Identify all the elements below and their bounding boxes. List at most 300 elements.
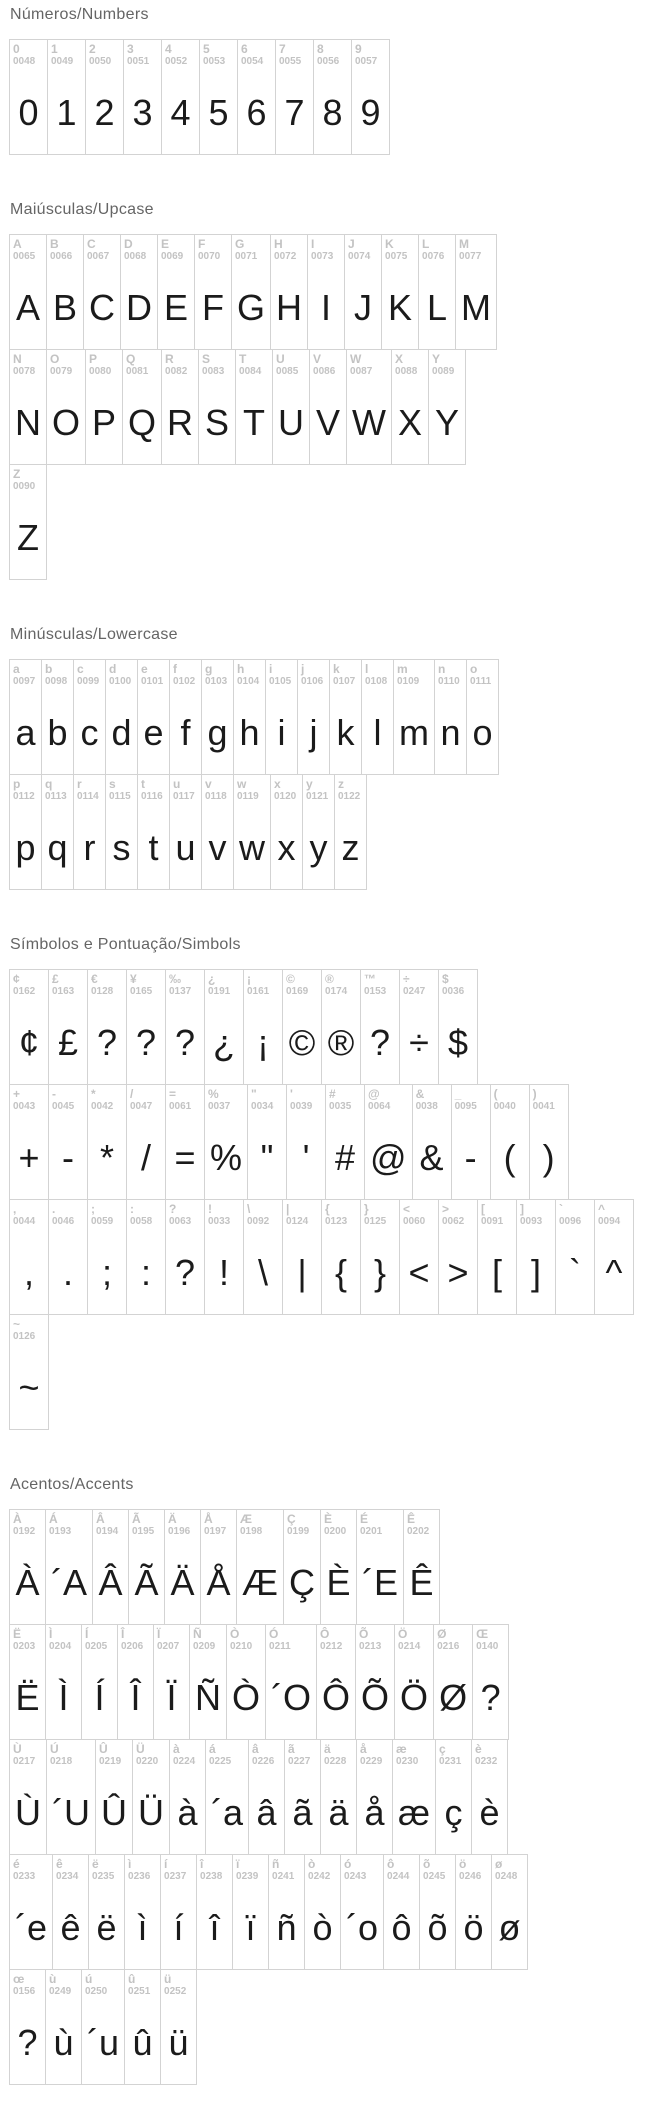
glyph-cell: [48, 1199, 88, 1315]
cell-character-label: c: [77, 662, 84, 676]
glyph-cell: [9, 1854, 53, 1970]
glyph-row: [9, 1509, 661, 1625]
glyph-preview: M: [461, 286, 492, 328]
cell-character-label: ì: [128, 1857, 132, 1871]
glyph-cell: [272, 349, 310, 465]
glyph-row: [9, 774, 661, 890]
cell-unicode-code: 0033: [208, 1216, 231, 1227]
glyph-preview: ]: [530, 1251, 541, 1293]
glyph-preview: j: [309, 711, 318, 753]
glyph-cell: [164, 1509, 201, 1625]
cell-character-label: v: [205, 777, 212, 791]
glyph-preview: n: [440, 711, 461, 753]
glyph-cell: [204, 969, 244, 1085]
glyph-cell: [232, 1854, 269, 1970]
cell-character-label: ô: [387, 1857, 395, 1871]
glyph-preview: #: [335, 1136, 356, 1178]
cell-character-label: b: [45, 662, 53, 676]
glyph-cell: [41, 774, 74, 890]
cell-unicode-code: 0156: [13, 1986, 36, 1997]
cell-unicode-code: 0209: [193, 1641, 216, 1652]
glyph-cell: [360, 1199, 400, 1315]
glyph-cell: [45, 1624, 82, 1740]
cell-unicode-code: 0111: [470, 676, 492, 687]
cell-unicode-code: 0217: [13, 1756, 36, 1767]
cell-unicode-code: 0119: [237, 791, 259, 802]
glyph-preview: ë: [96, 1906, 117, 1948]
cell-unicode-code: 0052: [165, 56, 188, 67]
glyph-preview: ~: [18, 1366, 40, 1408]
glyph-cell: [201, 774, 234, 890]
cell-character-label: Ö: [398, 1627, 408, 1641]
glyph-preview: T: [243, 401, 266, 443]
cell-character-label: Y: [432, 352, 441, 366]
cell-character-label: Ã: [132, 1512, 141, 1526]
cell-character-label: ÷: [403, 972, 410, 986]
glyph-preview: =: [174, 1136, 196, 1178]
glyph-cell: [9, 464, 47, 580]
cell-unicode-code: 0049: [51, 56, 74, 67]
cell-character-label: œ: [13, 1972, 25, 1986]
cell-unicode-code: 0205: [85, 1641, 108, 1652]
glyph-cell: [200, 1509, 237, 1625]
glyph-cell: [169, 659, 202, 775]
glyph-preview: 7: [284, 91, 305, 133]
glyph-preview: ": [260, 1136, 274, 1178]
glyph-cell: [594, 1199, 634, 1315]
cell-character-label: #: [329, 1087, 336, 1101]
glyph-cell: [237, 39, 276, 155]
cell-character-label: O: [50, 352, 60, 366]
cell-unicode-code: 0042: [91, 1101, 114, 1112]
glyph-preview: m: [399, 711, 429, 753]
cell-character-label: T: [239, 352, 247, 366]
glyph-preview: Ã: [134, 1561, 159, 1603]
glyph-preview: l: [373, 711, 382, 753]
cell-unicode-code: 0093: [520, 1216, 543, 1227]
glyph-preview: Ñ: [195, 1676, 221, 1718]
glyph-cell: [169, 774, 202, 890]
glyph-preview: ´A: [51, 1561, 87, 1603]
glyph-row: [9, 1199, 661, 1315]
glyph-cell: [412, 1084, 452, 1200]
glyph-row: [9, 659, 661, 775]
cell-character-label: ;: [91, 1202, 95, 1216]
cell-unicode-code: 0069: [161, 251, 184, 262]
cell-character-label: ': [290, 1087, 293, 1101]
cell-unicode-code: 0218: [50, 1756, 73, 1767]
cell-character-label: ¢: [13, 972, 20, 986]
cell-unicode-code: 0043: [13, 1101, 36, 1112]
glyph-preview: H: [276, 286, 303, 328]
glyph-cell: [45, 1969, 82, 2085]
cell-character-label: e: [141, 662, 148, 676]
glyph-cell: [205, 1739, 249, 1855]
glyph-preview: I: [321, 286, 332, 328]
section-title: Minúsculas/Lowercase: [10, 626, 178, 643]
cell-character-label: ®: [325, 972, 334, 986]
glyph-cell: [9, 774, 42, 890]
cell-unicode-code: 0040: [493, 1101, 516, 1112]
cell-unicode-code: 0242: [308, 1871, 331, 1882]
cell-unicode-code: 0117: [173, 791, 195, 802]
cell-unicode-code: 0034: [251, 1101, 274, 1112]
cell-unicode-code: 0212: [320, 1641, 343, 1652]
cell-character-label: h: [237, 662, 245, 676]
glyph-preview: <: [408, 1251, 430, 1293]
cell-unicode-code: 0098: [45, 676, 68, 687]
glyph-cell: [233, 659, 266, 775]
glyph-cell: [307, 234, 345, 350]
glyph-cell: [243, 969, 283, 1085]
cell-character-label: æ: [396, 1742, 407, 1756]
glyph-preview: 1: [56, 91, 77, 133]
cell-unicode-code: 0091: [481, 1216, 504, 1227]
cell-unicode-code: 0191: [208, 986, 231, 997]
cell-character-label: å: [360, 1742, 367, 1756]
cell-character-label: Ù: [13, 1742, 22, 1756]
cell-character-label: w: [237, 777, 247, 791]
glyph-cell: [516, 1199, 556, 1315]
cell-character-label: n: [438, 662, 446, 676]
cell-character-label: j: [301, 662, 305, 676]
cell-character-label: Ì: [49, 1627, 53, 1641]
glyph-row: [9, 1854, 661, 1970]
cell-character-label: a: [13, 662, 20, 676]
cell-character-label: l: [365, 662, 369, 676]
cell-unicode-code: 0078: [13, 366, 36, 377]
cell-unicode-code: 0213: [359, 1641, 382, 1652]
glyph-row: [9, 1739, 661, 1855]
glyph-cell: [268, 1854, 305, 1970]
glyph-preview: ;: [101, 1251, 112, 1293]
cell-character-label: ü: [164, 1972, 172, 1986]
glyph-preview: ´a: [211, 1791, 244, 1833]
cell-character-label: q: [45, 777, 53, 791]
glyph-cell: [165, 1084, 205, 1200]
glyph-row: [9, 349, 661, 465]
cell-unicode-code: 0085: [276, 366, 299, 377]
cell-character-label: N: [13, 352, 22, 366]
glyph-preview: Ù: [15, 1791, 41, 1833]
glyph-preview: >: [447, 1251, 469, 1293]
cell-character-label: ): [532, 1087, 537, 1101]
glyph-preview: o: [472, 711, 493, 753]
glyph-cell: [282, 969, 322, 1085]
cell-unicode-code: 0108: [365, 676, 388, 687]
cell-character-label: 8: [317, 42, 324, 56]
glyph-cell: [393, 659, 435, 775]
glyph-preview: N: [15, 401, 41, 443]
cell-unicode-code: 0088: [395, 366, 418, 377]
glyph-cell: [122, 349, 162, 465]
cell-character-label: Ï: [157, 1627, 161, 1641]
glyph-cell: [157, 234, 195, 350]
glyph-row: [9, 1624, 661, 1740]
glyph-preview: k: [336, 711, 355, 753]
glyph-preview: ´O: [271, 1676, 312, 1718]
cell-unicode-code: 0084: [239, 366, 262, 377]
glyph-cell: [381, 234, 419, 350]
cell-character-label: Ü: [136, 1742, 145, 1756]
cell-character-label: <: [403, 1202, 411, 1216]
cell-unicode-code: 0202: [407, 1526, 430, 1537]
cell-unicode-code: 0234: [56, 1871, 79, 1882]
glyph-preview: Ê: [409, 1561, 434, 1603]
glyph-preview: Æ: [242, 1561, 278, 1603]
glyph-rows: [9, 969, 661, 1430]
glyph-cell: [153, 1624, 190, 1740]
glyph-preview: @: [370, 1136, 407, 1178]
cell-unicode-code: 0082: [165, 366, 188, 377]
glyph-cell: [137, 659, 170, 775]
glyph-preview: }: [373, 1251, 387, 1293]
cell-unicode-code: 0055: [279, 56, 302, 67]
glyph-cell: [81, 1969, 125, 2085]
glyph-preview: í: [173, 1906, 184, 1948]
cell-unicode-code: 0073: [311, 251, 334, 262]
cell-unicode-code: 0099: [77, 676, 100, 687]
glyph-preview: e: [143, 711, 164, 753]
cell-unicode-code: 0227: [288, 1756, 311, 1767]
cell-character-label: Í: [85, 1627, 89, 1641]
glyph-cell: [105, 774, 138, 890]
glyph-preview: P: [92, 401, 117, 443]
glyph-preview: w: [239, 826, 265, 868]
glyph-cell: [198, 349, 236, 465]
cell-character-label: è: [475, 1742, 482, 1756]
cell-character-label: ~: [13, 1317, 21, 1331]
glyph-preview: q: [47, 826, 68, 868]
glyph-cell: [418, 234, 456, 350]
cell-character-label: €: [91, 972, 98, 986]
cell-character-label: 5: [203, 42, 210, 56]
cell-character-label: E: [161, 237, 170, 251]
glyph-preview: y: [309, 826, 328, 868]
glyph-preview: s: [112, 826, 131, 868]
cell-unicode-code: 0044: [13, 1216, 36, 1227]
cell-unicode-code: 0169: [286, 986, 309, 997]
cell-character-label: /: [130, 1087, 134, 1101]
cell-unicode-code: 0200: [324, 1526, 347, 1537]
cell-unicode-code: 0090: [13, 481, 36, 492]
cell-unicode-code: 0206: [121, 1641, 144, 1652]
cell-character-label: ‰: [169, 972, 181, 986]
cell-unicode-code: 0047: [130, 1101, 153, 1112]
glyph-cell: [9, 1199, 49, 1315]
glyph-preview: B: [52, 286, 77, 328]
cell-character-label: ¿: [208, 972, 216, 986]
glyph-cell: [9, 659, 42, 775]
glyph-preview: x: [277, 826, 296, 868]
glyph-preview: ü: [168, 2021, 189, 2063]
cell-character-label: 9: [355, 42, 362, 56]
glyph-preview: -: [62, 1136, 74, 1178]
glyph-preview: c: [80, 711, 99, 753]
glyph-cell: [45, 1509, 93, 1625]
glyph-rows: [9, 1509, 661, 2085]
glyph-cell: [270, 774, 303, 890]
cell-character-label: .: [52, 1202, 56, 1216]
glyph-preview: R: [167, 401, 194, 443]
cell-character-label: Z: [13, 467, 21, 481]
cell-unicode-code: 0246: [459, 1871, 482, 1882]
glyph-cell: [455, 234, 497, 350]
cell-unicode-code: 0105: [269, 676, 292, 687]
glyph-preview: ´u: [87, 2021, 120, 2063]
cell-character-label: (: [493, 1087, 498, 1101]
cell-character-label: î: [200, 1857, 204, 1871]
section-numbers: [9, 6, 661, 155]
glyph-cell: [126, 1084, 166, 1200]
cell-unicode-code: 0125: [364, 1216, 387, 1227]
glyph-preview: 4: [170, 91, 191, 133]
cell-character-label: ù: [49, 1972, 57, 1986]
cell-unicode-code: 0094: [598, 1216, 621, 1227]
glyph-preview: à: [177, 1791, 198, 1833]
glyph-cell: [265, 659, 298, 775]
glyph-preview: \: [257, 1251, 268, 1293]
cell-unicode-code: 0249: [49, 1986, 72, 1997]
cell-character-label: p: [13, 777, 21, 791]
glyph-preview: ®: [327, 1021, 355, 1063]
cell-character-label: Ç: [287, 1512, 296, 1526]
glyph-preview: (: [503, 1136, 516, 1178]
cell-unicode-code: 0095: [454, 1101, 477, 1112]
glyph-cell: [283, 1509, 321, 1625]
cell-character-label: ^: [598, 1202, 606, 1216]
cell-unicode-code: 0225: [209, 1756, 232, 1767]
cell-unicode-code: 0104: [237, 676, 260, 687]
glyph-cell: [399, 969, 439, 1085]
glyph-cell: [128, 1509, 165, 1625]
glyph-preview: È: [326, 1561, 351, 1603]
glyph-cell: [9, 1624, 46, 1740]
cell-character-label: G: [235, 237, 245, 251]
cell-unicode-code: 0092: [247, 1216, 270, 1227]
cell-unicode-code: 0037: [208, 1101, 231, 1112]
glyph-cell: [302, 774, 335, 890]
glyph-preview: ô: [391, 1906, 412, 1948]
glyph-preview: Õ: [361, 1676, 390, 1718]
glyph-cell: [161, 349, 199, 465]
glyph-preview: ?: [174, 1021, 196, 1063]
cell-character-label: B: [50, 237, 59, 251]
glyph-preview: ç: [444, 1791, 463, 1833]
cell-character-label: r: [77, 777, 82, 791]
glyph-preview: `: [569, 1251, 581, 1293]
glyph-preview: ñ: [276, 1906, 297, 1948]
cell-unicode-code: 0070: [198, 251, 221, 262]
cell-character-label: ": [251, 1087, 257, 1101]
glyph-cell: [9, 349, 47, 465]
cell-unicode-code: 0236: [128, 1871, 151, 1882]
cell-unicode-code: 0232: [475, 1756, 498, 1767]
cell-unicode-code: 0061: [169, 1101, 192, 1112]
glyph-cell: [351, 39, 390, 155]
glyph-cell: [126, 1199, 166, 1315]
glyph-preview: ä: [328, 1791, 349, 1833]
glyph-cell: [137, 774, 170, 890]
cell-character-label: f: [173, 662, 177, 676]
cell-character-label: ó: [344, 1857, 352, 1871]
glyph-preview: ì: [137, 1906, 148, 1948]
cell-unicode-code: 0231: [439, 1756, 462, 1767]
glyph-cell: [85, 349, 123, 465]
glyph-preview: À: [15, 1561, 40, 1603]
section-title: Números/Numbers: [10, 6, 149, 23]
glyph-preview: ¡: [257, 1021, 269, 1063]
cell-unicode-code: 0100: [109, 676, 132, 687]
glyph-cell: [361, 659, 394, 775]
glyph-preview: Ò: [232, 1676, 261, 1718]
glyph-preview: ´U: [52, 1791, 90, 1833]
cell-unicode-code: 0192: [13, 1526, 36, 1537]
glyph-cell: [344, 234, 382, 350]
glyph-cell: [355, 1624, 395, 1740]
cell-unicode-code: 0036: [442, 986, 465, 997]
glyph-preview: ´e: [15, 1906, 48, 1948]
glyph-cell: [160, 1969, 197, 2085]
cell-character-label: Û: [99, 1742, 108, 1756]
cell-unicode-code: 0038: [415, 1101, 438, 1112]
cell-unicode-code: 0226: [252, 1756, 275, 1767]
cell-character-label: û: [128, 1972, 136, 1986]
glyph-cell: [433, 1624, 473, 1740]
glyph-cell: [41, 659, 74, 775]
glyph-cell: [265, 1624, 317, 1740]
cell-unicode-code: 0247: [403, 986, 426, 997]
glyph-preview: K: [388, 286, 413, 328]
glyph-rows: [9, 659, 661, 890]
cell-unicode-code: 0053: [203, 56, 226, 67]
glyph-preview: ö: [463, 1906, 484, 1948]
glyph-preview: +: [18, 1136, 40, 1178]
glyph-preview: 6: [246, 91, 267, 133]
glyph-cell: [46, 349, 86, 465]
cell-character-label: É: [360, 1512, 369, 1526]
cell-unicode-code: 0174: [325, 986, 348, 997]
glyph-rows: [9, 234, 661, 580]
glyph-preview: A: [15, 286, 40, 328]
cell-character-label: A: [13, 237, 22, 251]
glyph-cell: [297, 659, 330, 775]
glyph-preview: {: [334, 1251, 348, 1293]
cell-character-label: í: [164, 1857, 168, 1871]
cell-character-label: M: [459, 237, 470, 251]
cell-character-label: ä: [324, 1742, 331, 1756]
glyph-cell: [48, 1084, 88, 1200]
cell-character-label: o: [470, 662, 478, 676]
cell-unicode-code: 0058: [130, 1216, 153, 1227]
cell-unicode-code: 0203: [13, 1641, 36, 1652]
glyph-preview: [: [491, 1251, 502, 1293]
cell-unicode-code: 0083: [202, 366, 225, 377]
cell-unicode-code: 0237: [164, 1871, 187, 1882]
glyph-preview: 2: [94, 91, 115, 133]
cell-unicode-code: 0122: [338, 791, 361, 802]
glyph-cell: [334, 774, 367, 890]
cell-character-label: P: [89, 352, 98, 366]
glyph-preview: Ç: [289, 1561, 315, 1603]
cell-character-label: 3: [127, 42, 134, 56]
glyph-cell: [286, 1084, 326, 1200]
glyph-cell: [383, 1854, 420, 1970]
glyph-cell: [87, 969, 127, 1085]
section-accents: [9, 1476, 661, 2085]
cell-unicode-code: 0097: [13, 676, 36, 687]
glyph-cell: [451, 1084, 491, 1200]
